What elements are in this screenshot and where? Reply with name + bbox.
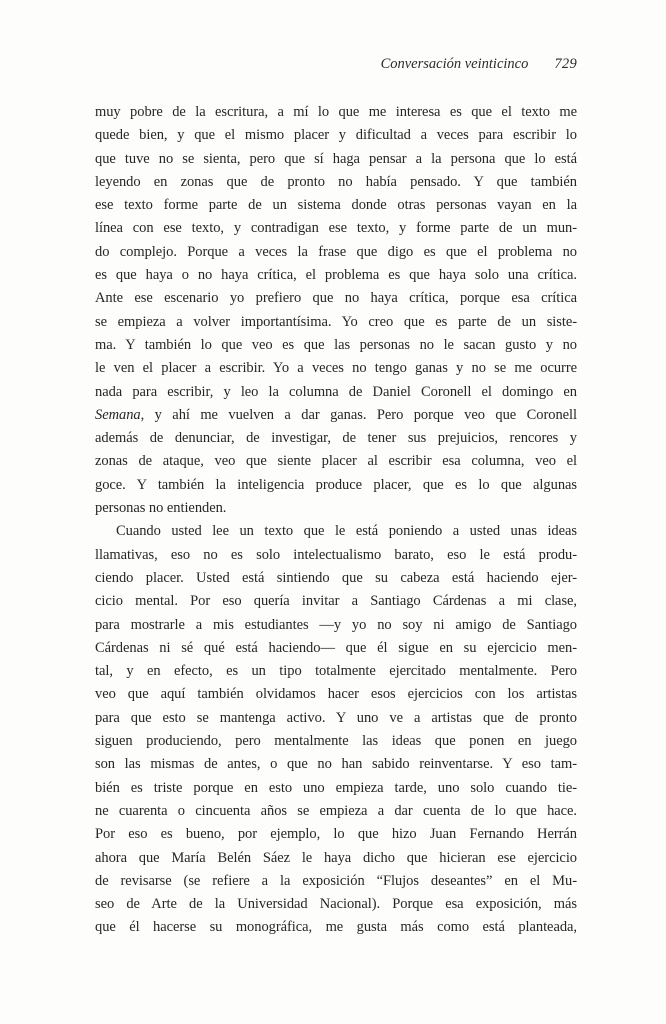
text-line (95, 637, 577, 660)
text-line (95, 264, 577, 287)
text-run: Por eso es bueno, por ejemplo, lo que hizo Juan Fernando Herrán (95, 826, 577, 843)
paragraph (95, 101, 577, 520)
text-line (95, 893, 577, 916)
text-line (95, 171, 577, 194)
text-block (95, 101, 577, 940)
text-run: muy pobre de la escritura, a mí lo que me interesa es que el texto me (95, 104, 577, 120)
running-header (95, 54, 577, 74)
text-run: seo de Arte de la Universidad Nacional). Porque esa exposición, más (95, 896, 577, 913)
text-line (95, 287, 577, 310)
text-line (95, 777, 577, 800)
paragraph (95, 520, 577, 939)
text-run: cicio mental. Por eso quería invitar a Santiago Cárdenas a mi clase, (95, 593, 577, 610)
text-line (95, 800, 577, 823)
page-number: 729 (554, 56, 577, 72)
text-line (95, 357, 577, 380)
text-line (95, 194, 577, 217)
text-line (95, 916, 577, 939)
text-line (95, 847, 577, 870)
text-run: le ven el placer a escribir. Yo a veces no tengo ganas y no se me ocurre (95, 360, 577, 377)
text-line (95, 427, 577, 450)
text-line (95, 753, 577, 776)
text-line (95, 870, 577, 893)
text-line (95, 683, 577, 706)
italic-text-run: Semana (95, 406, 141, 423)
text-run: se empieza a volver importantísima. Yo creo que es parte de un siste- (95, 313, 577, 330)
text-run: do complejo. Porque a veces la frase que digo es que el problema no (95, 243, 577, 260)
text-line (95, 567, 577, 590)
text-run: es que haya o no haya crítica, el problema es que haya solo una crítica. (95, 267, 577, 284)
text-run: , y ahí me vuelven a dar ganas. Pero porque veo que Coronell (140, 406, 577, 423)
text-line (95, 823, 577, 846)
text-run: goce. Y también la inteligencia produce placer, que es lo que algunas (95, 476, 577, 493)
text-run: ma. Y también lo que veo es que las personas no le sacan gusto y no (95, 336, 577, 353)
text-run: Cárdenas ni sé qué está haciendo— que él sigue en su ejercicio men- (95, 639, 577, 656)
text-run: de revisarse (se refiere a la exposición “Flujos deseantes” en el Mu- (95, 872, 577, 889)
text-run: ciendo placer. Usted está sintiendo que su cabeza está haciendo ejer- (95, 569, 577, 586)
text-run: ese texto forme parte de un sistema donde otras personas vayan en la (95, 197, 577, 214)
text-line (95, 614, 577, 637)
text-run: son las mismas de antes, o que no han sabido reinventarse. Y eso tam- (95, 756, 577, 773)
text-line (95, 404, 577, 427)
text-line (95, 450, 577, 473)
text-run: llamativas, eso no es solo intelectualismo barato, eso le está produ- (95, 546, 577, 563)
text-run: Cuando usted lee un texto que le está poniendo a usted unas ideas (116, 523, 577, 540)
text-run: ne cuarenta o cincuenta años se empieza a dar cuenta de lo que hace. (95, 802, 577, 819)
text-line (95, 707, 577, 730)
text-run: siguen produciendo, pero mentalmente las ideas que ponen en juego (95, 733, 577, 750)
running-header-title: Conversación veinticinco (380, 56, 529, 72)
text-run: nada para escribir, y leo la columna de Daniel Coronell el domingo en (95, 383, 577, 400)
text-line (95, 520, 577, 543)
text-line (95, 474, 577, 497)
text-run: zonas de ataque, veo que siente placer al escribir esa columna, veo el (95, 453, 577, 470)
text-run: bién es triste porque en esto uno empieza tarde, uno solo cuando tie- (95, 779, 577, 796)
text-run: además de denunciar, de investigar, de tener sus prejuicios, rencores y (95, 430, 577, 447)
text-line (95, 311, 577, 334)
text-line (95, 217, 577, 240)
text-line (95, 660, 577, 683)
text-line (95, 497, 577, 520)
text-line (95, 544, 577, 567)
text-line (95, 730, 577, 753)
text-run: tal, y en efecto, es un tipo totalmente ejercitado mentalmente. Pero (95, 663, 577, 680)
text-line (95, 590, 577, 613)
text-run: línea con ese texto, y contradigan ese texto, y forme parte de un mun- (95, 220, 577, 237)
text-line (95, 101, 577, 124)
text-run: para que esto se mantenga activo. Y uno ve a artistas que de pronto (95, 709, 577, 726)
text-run: quede bien, y que el mismo placer y dificultad a veces para escribir lo (95, 127, 577, 144)
text-run: leyendo en zonas que de pronto no había pensado. Y que también (95, 173, 577, 190)
text-run: que él hacerse su monográfica, me gusta más como está planteada, (95, 919, 577, 936)
text-run: veo que aquí también olvidamos hacer esos ejercicios con los artistas (95, 686, 577, 703)
text-run: Ante ese escenario yo prefiero que no haya crítica, porque esa crítica (95, 290, 577, 307)
text-run: ahora que María Belén Sáez le haya dicho que hicieran ese ejercicio (95, 849, 577, 866)
text-line (95, 334, 577, 357)
text-line (95, 124, 577, 147)
text-run: para mostrarle a mis estudiantes —y yo no soy ni amigo de Santiago (95, 616, 577, 633)
text-run: que tuve no se sienta, pero que sí haga pensar a la persona que lo está (95, 150, 577, 167)
text-line (95, 241, 577, 264)
text-line (95, 148, 577, 171)
text-run: personas no entienden. (95, 500, 227, 517)
text-line (95, 381, 577, 404)
